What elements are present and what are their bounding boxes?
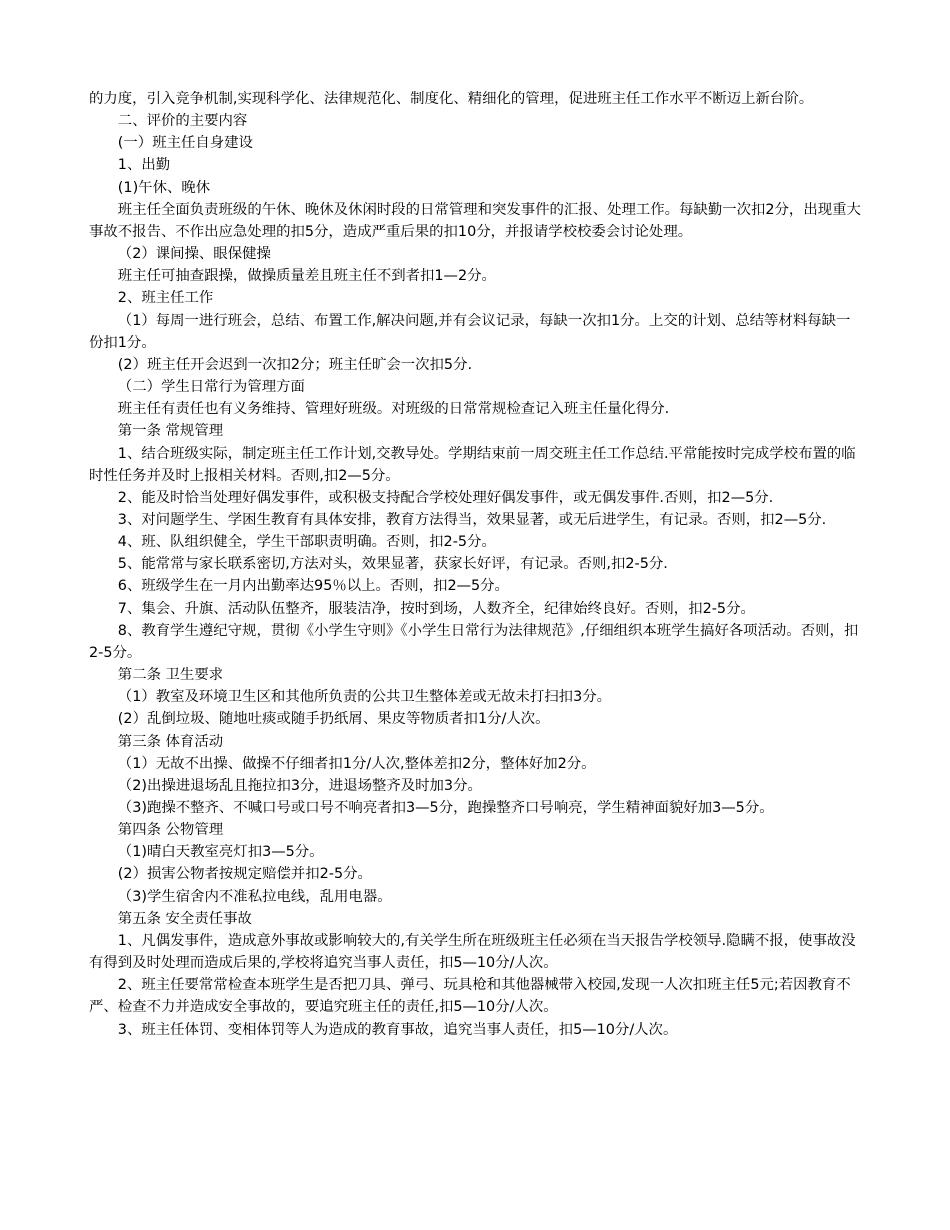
- paragraph-rest-rules: 班主任全面负责班级的午休、晚休及休闲时段的日常管理和突发事件的汇报、处理工作。每缺勤一次扣2分，出现重大事故不报告、不作出应急处理的扣5分，造成严重后果的扣10分，并报请学校校委会讨论处理。: [89, 201, 861, 240]
- article-5-item-1: 1、凡偶发事件，造成意外事故或影响较大的,有关学生所在班级班主任必须在当天报告学校领导.隐瞒不报，使事故没有得到及时处理而造成后果的,学校将追究当事人责任，扣5—10分/人次。: [89, 932, 856, 972]
- article-heading-5: 第五条 安全责任事故: [117, 910, 252, 927]
- article-heading-3: 第三条 体育活动: [117, 733, 224, 750]
- subsection-heading-student-behavior: （二）学生日常行为管理方面: [117, 379, 305, 396]
- article-1-item-2: 2、能及时恰当处理好偶发事件，或积极支持配合学校处理好偶发事件，或无偶发事件.否则，扣2—5分.: [117, 489, 774, 506]
- item-heading-attendance: 1、出勤: [117, 157, 171, 174]
- article-1-item-1: 1、结合班级实际，制定班主任工作计划,交教导处。学期结束前一周交班主任工作总结.平常能按时完成学校布置的临时性任务并及时上报相关材料。否则,扣2—5分。: [89, 445, 856, 484]
- paragraph-class-duty: 班主任有责任也有义务维持、管理好班级。对班级的日常常规检查记入班主任量化得分.: [117, 401, 670, 418]
- paragraph-meeting-late: (2）班主任开会迟到一次扣2分；班主任旷会一次扣5分.: [117, 356, 473, 373]
- article-3-item-2: （2)出操进退场乱且拖拉扣3分，进退场整齐及时加3分。: [117, 777, 482, 794]
- subsection-heading-self-building: (一）班主任自身建设: [117, 135, 253, 152]
- paragraph-exercise-rules: 班主任可抽查跟操，做操质量差且班主任不到者扣1—2分。: [117, 268, 496, 285]
- article-1-item-8: 8、教育学生遵纪守规，贯彻《小学生守则》《小学生日常行为法律规范》,仔细组织本班学生搞好各项活动。否则，扣2-5分。: [89, 622, 859, 661]
- article-heading-2: 第二条 卫生要求: [117, 667, 224, 684]
- article-1-item-4: 4、班、队组织健全，学生干部职责明确。否则，扣2-5分。: [117, 534, 496, 551]
- article-1-item-6: 6、班级学生在一月内出勤率达95％以上。否则，扣2—5分。: [117, 578, 509, 595]
- article-2-item-1: （1）教室及环境卫生区和其他所负责的公共卫生整体差或无故未打扫扣3分。: [117, 689, 612, 706]
- article-heading-4: 第四条 公物管理: [117, 822, 224, 839]
- article-1-item-5: 5、能常常与家长联系密切,方法对头，效果显著，获家长好评，有记录。否则,扣2-5分.: [117, 556, 668, 573]
- article-1-item-7: 7、集会、升旗、活动队伍整齐，服装洁净，按时到场，人数齐全，纪律始终良好。否则，扣2-5分。: [117, 600, 755, 617]
- article-3-item-3: （3)跑操不整齐、不喊口号或口号不响亮者扣3—5分，跑操整齐口号响亮，学生精神面貌好加3—5分。: [117, 800, 774, 816]
- article-5-item-2: 2、班主任要常常检查本班学生是否把刀具、弹弓、玩具枪和其他器械带入校园,发现一人次扣班主任5元;若因教育不严、检查不力并造成安全事故的，要追究班主任的责任,扣5—10分/人次。: [89, 977, 851, 1016]
- article-5-item-3: 3、班主任体罚、变相体罚等人为造成的教育事故，追究当事人责任，扣5—10分/人次。: [117, 1021, 678, 1038]
- article-4-item-3: （3)学生宿舍内不准私拉电线，乱用电器。: [117, 888, 392, 905]
- sub-item-heading-exercise: （2）课间操、眼保健操: [117, 246, 271, 263]
- sub-item-heading-rest: (1)午休、晚休: [117, 179, 211, 196]
- article-4-item-1: （1)晴白天教室亮灯扣3—5分。: [117, 844, 324, 861]
- article-4-item-2: (2）损害公物者按规定赔偿并扣2-5分。: [117, 866, 372, 883]
- article-1-item-3: 3、对问题学生、学困生教育有具体安排，教育方法得当，效果显著，或无后进学生，有记录。否则，扣2—5分.: [117, 511, 827, 528]
- article-2-item-2: (2）乱倒垃圾、随地吐痰或随手扔纸屑、果皮等物质者扣1分/人次。: [117, 711, 550, 728]
- section-heading-evaluation: 二、评价的主要内容: [117, 113, 248, 130]
- item-heading-work: 2、班主任工作: [117, 290, 214, 307]
- paragraph-weekly-meeting: （1）每周一进行班会，总结、布置工作,解决问题,并有会议记录，每缺一次扣1分。上交的计划、总结等材料每缺一份扣1分。: [89, 312, 851, 351]
- article-3-item-1: （1）无故不出操、做操不仔细者扣1分/人次,整体差扣2分，整体好加2分。: [117, 755, 596, 772]
- paragraph-intro: 的力度，引入竞争机制,实现科学化、法律规范化、制度化、精细化的管理，促进班主任工作水平不断迈上新台阶。: [89, 91, 814, 107]
- article-heading-1: 第一条 常规管理: [117, 423, 224, 440]
